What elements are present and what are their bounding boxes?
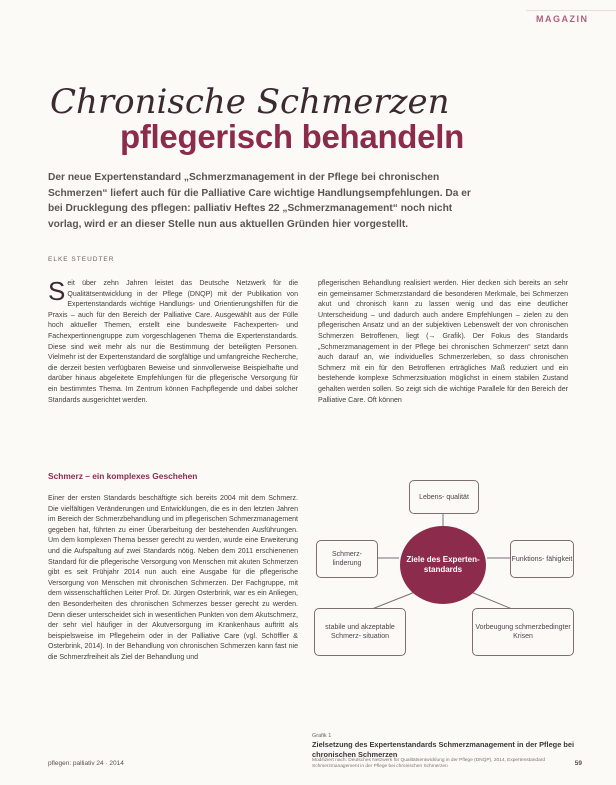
node-stabile-schmerzsituation: stabile und akzeptable Schmerz- situation bbox=[314, 608, 406, 656]
body-text-2: Einer der ersten Standards beschäftigte sich bereits 2004 mit dem Schmerz. Die vielfältigen Veränderungen und Entwicklungen, die es in den letzten Jahren im Bereich der Schmerzbehandlung und im pflegerischen Schmerzmanagement gegeben hat, führten zu einer Überarbeitung der bestehenden Ausführungen. Um dem komplexen Thema besser gerecht zu werden, wurde eine Erweiterung und die Aufspaltung auf zwei Standards nötig. Neben dem 2011 erschienenen Standard für die pflegerische Versorgung von Menschen mit akuten Schmerzen gibt es seit Frühjahr 2014 nun auch eine Ausgabe für die pflegerische Versorgung von Menschen mit chronischen Schmerzen. Der Fachgruppe, mit dem wissenschaftlichen Leiter Prof. Dr. Jürgen Osterbrink, war es ein Anliegen, den Besonderheiten des chronischen Schmerzes besser gerecht zu werden. Denn dieser unterscheidet sich in wesentlichen Punkten von dem Akutschmerz, der sehr viel häufiger in der Akutversorgung im Krankenhaus auftritt als beispielsweise im Pflegeheim oder in der Palliative Care (vgl. Schöffler & Osterbrink, 2014). In der Behandlung von chronischen Schmerzen kann fast nie die Schmerzfreiheit als Ziel der Behandlung und bbox=[48, 495, 298, 661]
page-edge-mark bbox=[526, 0, 616, 11]
figure-source-note: Modifiziert nach: Deutsches Netzwerk für Qualitätsentwicklung in der Pflege (DNQP), 2014, Expertenstandard Schmerzmanagement in der Pflege bei chronischen Schmerzen bbox=[312, 758, 546, 769]
article-title-line-1: Chronische Schmerzen bbox=[50, 82, 450, 122]
article-title-line-2: pflegerisch behandeln bbox=[120, 118, 464, 155]
center-goals: Ziele des Experten- standards bbox=[400, 526, 486, 604]
figure-label: Grafik 1 bbox=[312, 733, 332, 739]
drop-cap: S bbox=[48, 276, 66, 306]
section-label: MAGAZIN bbox=[536, 14, 589, 24]
goals-diagram bbox=[312, 474, 574, 730]
body-text-1: eit über zehn Jahren leistet das Deutsche Netzwerk für die Qualitätsentwicklung in der Pflege (DNQP) mit der Publikation von Expertenstandards wichtige Handlungs- und Orientierungshilfen für die Praxis – auch für den Bereich der Palliative Care. Ausgewählt aus der Fülle hoch aktueller Themen, erstellt eine bundesweite Fachexperten- und Fachexpertinnengruppe zum vorgeschlagenen Thema die Expertenstandards. Diese sind weit mehr als nur die Bestimmung der beteiligten Personen. Vielmehr ist der Expertenstandard die sorgfältige und umfangreiche Recherche, die derzeit besten verfügbaren Beweise und sinnvollerweise Beispielhafte und darüber hinaus abgeleitete Empfehlungen für die pflegerische Versorgung für ein bestimmtes Thema. Im Zentrum können Fachpflegende und dabei solcher Standards ausgerichtet werden. bbox=[48, 280, 298, 404]
page-number: 59 bbox=[574, 760, 582, 767]
article-lead: Der neue Expertenstandard „Schmerzmanagement in der Pflege bei chronischen Schmerzen“ liefert auch für die Palliative Care wichtige Handlungsempfehlungen. Da er bei Drucklegung des pflegen: palliativ Heftes 22 „Schmerzmanagement“ noch nicht vorlag, wird er an dieser Stelle nun aus aktuellen Gründen hier vorgestellt. bbox=[48, 172, 471, 230]
footer-publication: pflegen: palliativ 24 · 2014 bbox=[48, 760, 124, 767]
body-column-1 bbox=[48, 276, 298, 406]
node-funktionsfaehigkeit: Funktions- fähigkeit bbox=[510, 540, 574, 578]
body-column-2 bbox=[318, 279, 568, 406]
node-vorbeugung-krisen: Vorbeugung schmerzbedingter Krisen bbox=[472, 608, 574, 656]
node-schmerzlinderung: Schmerz- linderung bbox=[316, 540, 378, 578]
figure-caption: Zielsetzung des Expertenstandards Schmerzmanagement in der Pflege bei chronischen Schmerzen bbox=[312, 740, 575, 759]
section-subheading: Schmerz – ein komplexes Geschehen bbox=[48, 471, 198, 481]
body-text-3: pflegerischen Behandlung realisiert werden. Hier decken sich bereits an sehr ein gemeinsamer Schmerzstandard die besonderen Merkmale, bei Schmerzen akut und chronisch kann zu lassen wenig und das eine deutlicher Unterscheidung – und dadurch auch andere Empfehlungen – zielen zu den pflegerischen Ansatz und an der subjektiven Lebenswelt der von chronischen Schmerzen Betroffenen, liegt (→ Grafik). Der Fokus des Standards „Schmerzmanagement in der Pflege bei chronischen Schmerzen“ setzt dann auch darauf an, wie individuelles Schmerzerleben, so dass chronischen Schmerz mit ein für den Betroffenen erträgliches Maß reduziert und ein bestehende komplexe Schmerzsituation möglichst in einem stabilen Zustand gehalten werden sollen. So zeigt sich die wichtige Parallele für den Bereich der Palliative Care. Oft können bbox=[318, 280, 568, 404]
body-column-1b bbox=[48, 494, 298, 664]
article-author: ELKE STEUDTER bbox=[48, 256, 115, 263]
node-lebensqualitaet: Lebens- qualität bbox=[409, 480, 479, 514]
